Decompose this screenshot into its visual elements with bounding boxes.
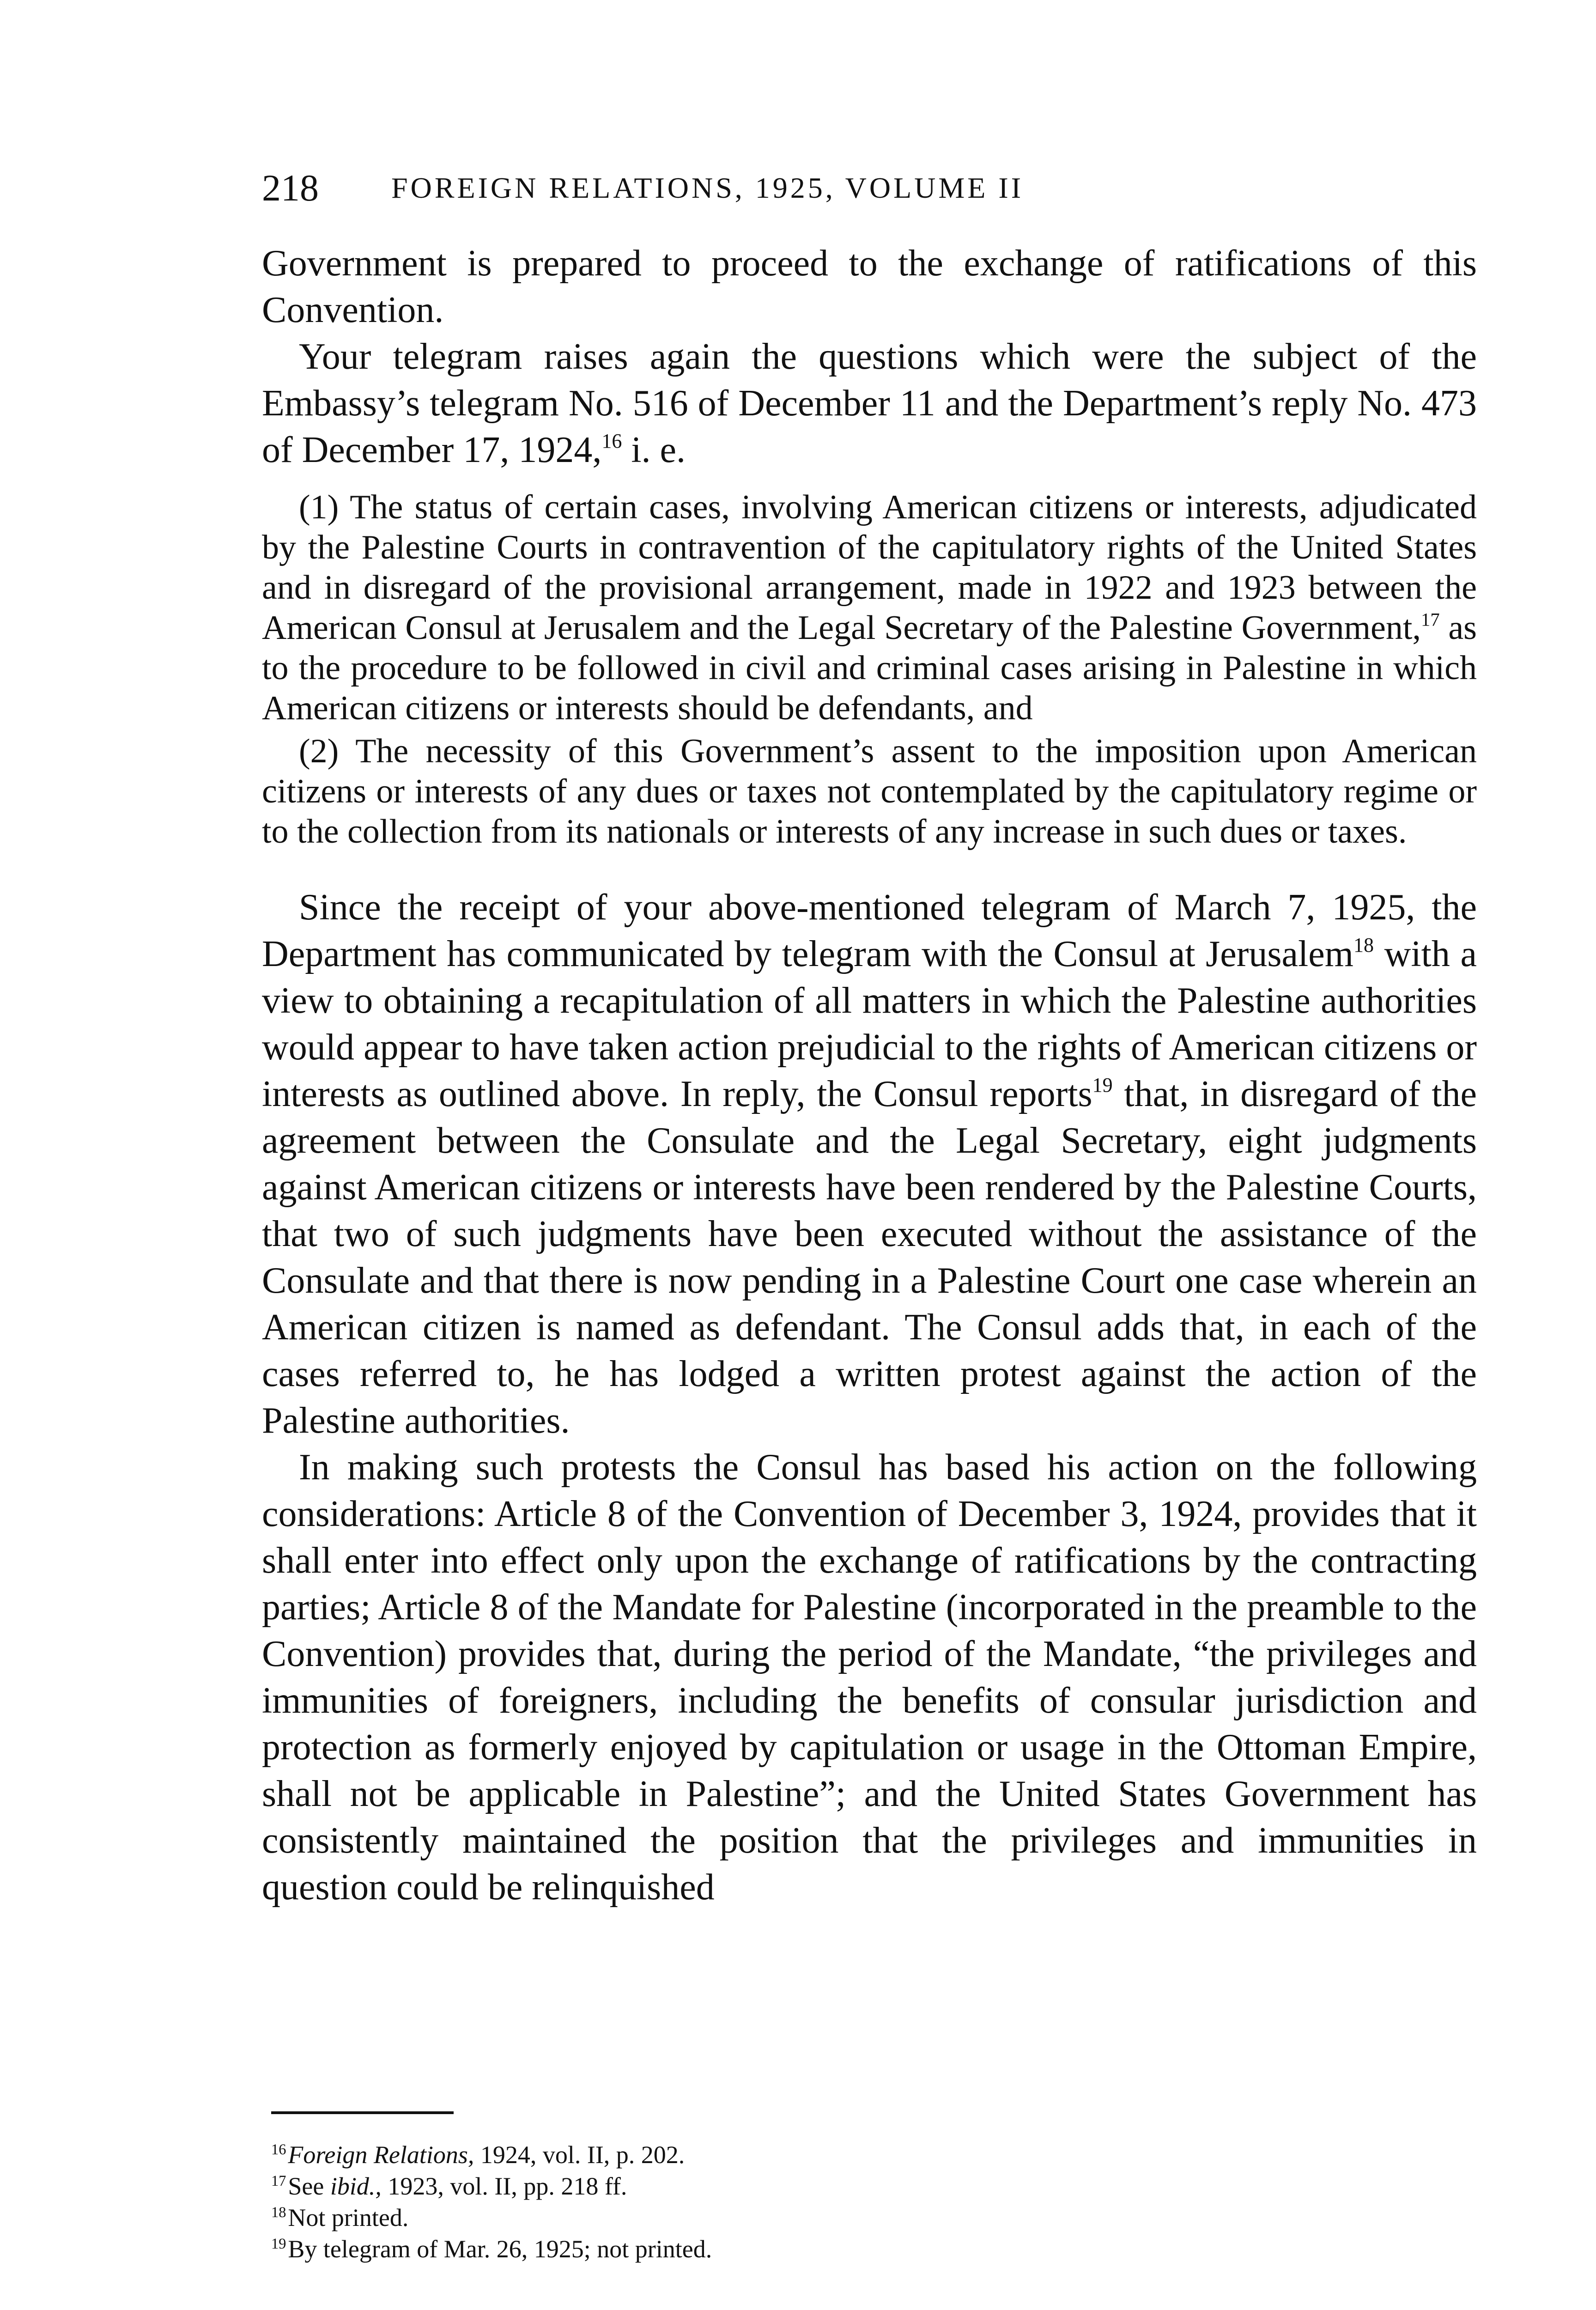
footnote-17: $^{17}$See ibid., 1923, vol. II, pp. 218 ff. [271, 2172, 627, 2200]
running-head: FOREIGN RELATIONS, 1925, VOLUME II [391, 171, 1024, 204]
paragraph-continuation: Government is prepared to proceed to the exchange of ratifications of this Convention. [262, 243, 1477, 330]
page-header [262, 163, 1477, 213]
list-item-1: (1) The status of certain cases, involving American citizens or interests, adjudicated by the Palestine Courts in contravention of the capitulatory rights of the United States and in disregard of the provisional arrangement, made in 1922 and 1923 between the American Consul at Jerusalem and the Legal Secretary of the Palestine Government,$^{17}$ as to the procedure to be followed in civil and criminal cases arising in Palestine in which American citizens or interests should be defendants, and [262, 488, 1477, 727]
footnote-divider [271, 2111, 454, 2114]
footnotes [271, 2139, 1334, 2265]
footnote-ref-19: 19 [1092, 1074, 1113, 1097]
footnote-18: $^{18}$Not printed. [271, 2204, 409, 2231]
footnote-ref-18: 18 [1353, 934, 1374, 957]
footnote-16: $^{16}$Foreign Relations, 1924, vol. II, p. 202. [271, 2141, 685, 2169]
list-item-2: (2) The necessity of this Government’s assent to the imposition upon American citizens or interests of any dues or taxes not contemplated by the capitulatory regime or to the collection from its nationals or interests of any increase in such dues or taxes. [262, 732, 1477, 851]
footnote-ref-17: 17 [1420, 609, 1440, 630]
footnote-19: $^{19}$By telegram of Mar. 26, 1925; not printed. [271, 2235, 712, 2263]
paragraph-telegram: Your telegram raises again the questions which were the subject of the Embassy’s telegram No. 516 of December 11 and the Department’s reply No. 473 of December 17, 1924,16 i. e. [262, 336, 1477, 470]
body-text [262, 240, 1477, 1911]
paragraph-receipt: Since the receipt of your above-mentioned telegram of March 7, 1925, the Department has communicated by telegram with the Consul at Jerusalem$^{18}$ with a view to obtaining a recapitulation of all matters in which the Palestine authorities would appear to have taken action prejudicial to the rights of American citizens or interests as outlined above. In reply, the Consul reports$^{19}$ that, in disregard of the agreement between the Consulate and the Legal Secretary, eight judgments against American citizens or interests have been rendered by the Palestine Courts, that two of such judgments have been executed without the assistance of the Consulate and that there is now pending in a Palestine Court one case wherein an American citizen is named as defendant. The Consul adds that, in each of the cases referred to, he has lodged a written protest against the action of the Palestine authorities. [262, 887, 1477, 1441]
numbered-list [262, 487, 1477, 852]
paragraph-protests: In making such protests the Consul has based his action on the following considerations: Article 8 of the Convention of December 3, 1924, provides that it shall enter into effect only upon the exchange of ratifications by the contracting parties; Article 8 of the Mandate for Palestine (incorporated in the preamble to the Convention) provides that, during the period of the Mandate, “the privileges and immunities of foreigners, including the benefits of consular jurisdiction and protection as formerly enjoyed by capitulation or usage in the Ottoman Empire, shall not be applicable in Palestine”; and the United States Government has consistently maintained the position that the privileges and immunities in question could be relinquished [262, 1447, 1477, 1908]
page-number: 218 [262, 167, 319, 209]
footnote-ref-16: 16 [601, 430, 622, 453]
